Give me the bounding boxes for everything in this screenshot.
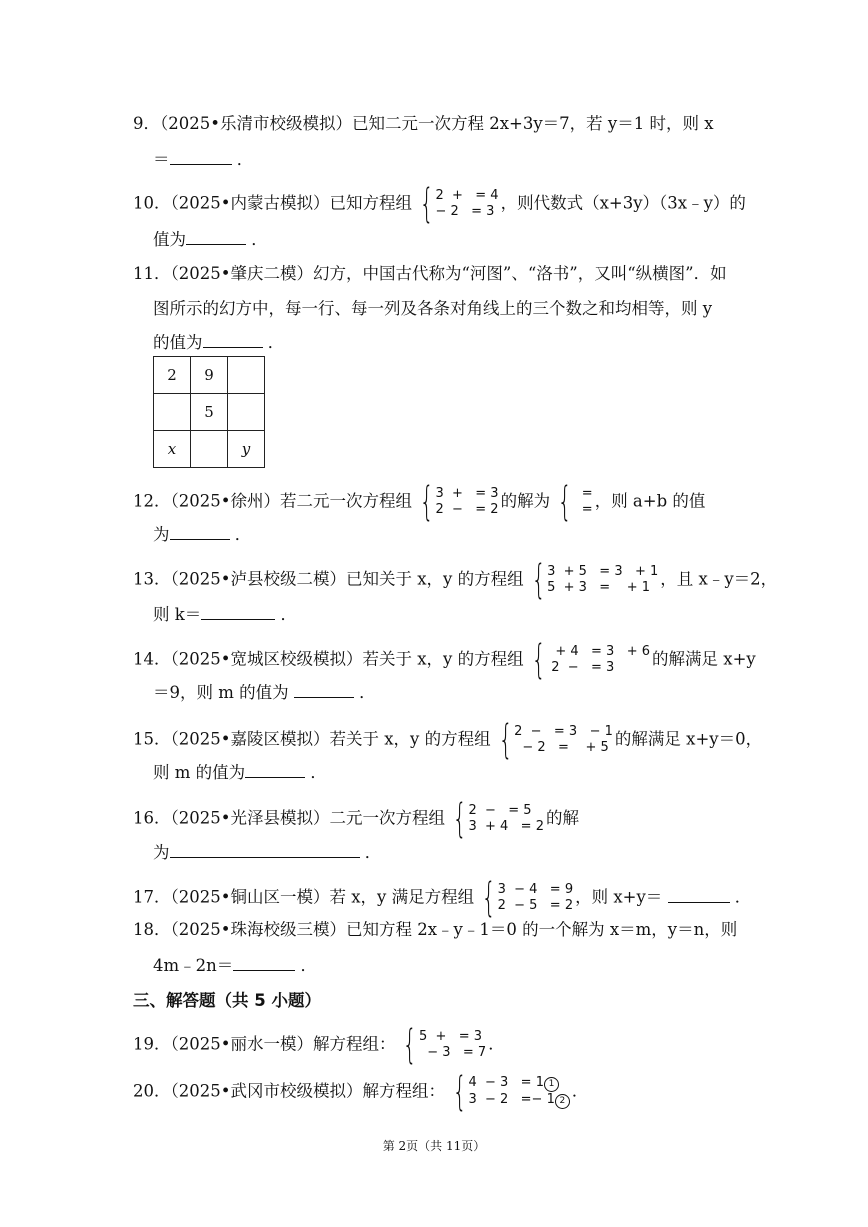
- question-16: 16．（2025•光泽县模拟）二元一次方程组 { 2 − = 5 3 + 4 = 2 的解: [133, 796, 579, 842]
- question-18: 18．（2025•珠海校级三模）已知方程 2x﹣y﹣1＝0 的一个解为 x＝m，y＝n，则: [133, 920, 738, 939]
- question-15-cont: 则 m 的值为 ．: [153, 760, 327, 785]
- question-9: 9．（2025•乐清市校级模拟）已知二元一次方程 2x+3y＝7，若 y＝1 时，则 x: [133, 114, 714, 133]
- page-footer: 第 2页（共 11页）: [382, 1139, 486, 1153]
- question-13: 13．（2025•泸县校级二模）已知关于 x，y 的方程组 { 3 + 5 = 3 + 1 5 + 3 = + 1 ，且 x﹣y＝2，: [133, 557, 778, 603]
- question-14: 14．（2025•宽城区校级模拟）若关于 x，y 的方程组 { + 4 = 3 + 6 2 − = 3 的解满足 x+y: [133, 637, 756, 683]
- grid-cell: y: [228, 431, 265, 468]
- equation-mark: 1: [544, 1077, 559, 1092]
- answer-blank[interactable]: [245, 760, 305, 778]
- question-18-cont: 4m﹣2n＝ ．: [153, 953, 317, 978]
- grid-cell: 2: [154, 357, 191, 394]
- solution-system: { = =: [557, 479, 593, 525]
- equation-system: { 3 − 4 = 9 2 − 5 = 2: [481, 875, 574, 921]
- grid-cell: [228, 394, 265, 431]
- equation-system: { 2 + = 4 − 2 = 3: [419, 181, 499, 227]
- equation-system: { 3 + = 3 2 − = 2: [419, 479, 499, 525]
- question-9-cont: ＝ ．: [153, 147, 253, 172]
- grid-cell: [228, 357, 265, 394]
- question-17: 17．（2025•铜山区一模）若 x，y 满足方程组 { 3 − 4 = 9 2 − 5 = 2 ，则 x+y＝ ．: [133, 875, 752, 921]
- question-14-cont: ＝9，则 m 的值为 ．: [153, 680, 376, 705]
- grid-cell: x: [154, 431, 191, 468]
- question-19: 19．（2025•丽水一模）解方程组： { 5 + = 3 − 3 = 7 ．: [133, 1022, 505, 1068]
- answer-blank[interactable]: [294, 680, 354, 698]
- answer-blank[interactable]: [170, 147, 232, 165]
- equation-system: { 5 + = 3 − 3 = 7: [403, 1022, 487, 1068]
- question-10: 10．（2025•内蒙古模拟）已知方程组 { 2 + = 4 − 2 = 3 ，则代数式（x+3y）（3x﹣y）的: [133, 181, 746, 227]
- question-10-cont: 值为 ．: [153, 227, 268, 252]
- equation-mark: 2: [555, 1094, 570, 1109]
- question-12: 12．（2025•徐州）若二元一次方程组 { 3 + = 3 2 − = 2 的解为 { = = ，则 a+b 的值: [133, 479, 706, 525]
- answer-blank[interactable]: [170, 522, 230, 540]
- answer-blank[interactable]: [201, 602, 275, 620]
- equation-system: { 2 − = 5 3 + 4 = 2: [452, 796, 544, 842]
- question-11: 11．（2025•肇庆二模）幻方，中国古代称为“河图”、“洛书”，又叫“纵横图”．如: [133, 264, 727, 283]
- grid-cell: [191, 431, 228, 468]
- question-20: 20．（2025•武冈市校级模拟）解方程组： { 4 − 3 = 1 1 3 − 2 =− 1 2 ．: [133, 1069, 589, 1115]
- equation-system: { + 4 = 3 + 6 2 − = 3: [531, 637, 651, 683]
- grid-cell: 9: [191, 357, 228, 394]
- question-15: 15．（2025•嘉陵区模拟）若关于 x，y 的方程组 { 2 − = 3 − 1 − 2 = + 5 的解满足 x+y＝0，: [133, 717, 763, 763]
- equation-system: { 3 + 5 = 3 + 1 5 + 3 = + 1: [531, 557, 659, 603]
- magic-square: [153, 356, 265, 468]
- equation-system: { 4 − 3 = 1 1 3 − 2 =− 1 2: [447, 1072, 570, 1112]
- question-13-cont: 则 k＝ ．: [153, 602, 297, 627]
- question-16-cont: 为 ．: [153, 840, 381, 865]
- question-11-line2: 图所示的幻方中，每一行、每一列及各条对角线上的三个数之和均相等，则 y: [153, 299, 713, 318]
- grid-cell: 5: [191, 394, 228, 431]
- question-12-cont: 为 ．: [153, 522, 251, 547]
- equation-system: { 2 − = 3 − 1 − 2 = + 5: [498, 717, 613, 763]
- question-11-line3: 的值为 ．: [153, 330, 284, 355]
- answer-blank[interactable]: [233, 953, 295, 971]
- answer-blank[interactable]: [170, 840, 360, 858]
- answer-blank[interactable]: [186, 227, 246, 245]
- grid-cell: [154, 394, 191, 431]
- section-heading: 三、解答题（共 5 小题）: [133, 991, 321, 1010]
- answer-blank[interactable]: [203, 330, 263, 348]
- answer-blank[interactable]: [668, 885, 730, 903]
